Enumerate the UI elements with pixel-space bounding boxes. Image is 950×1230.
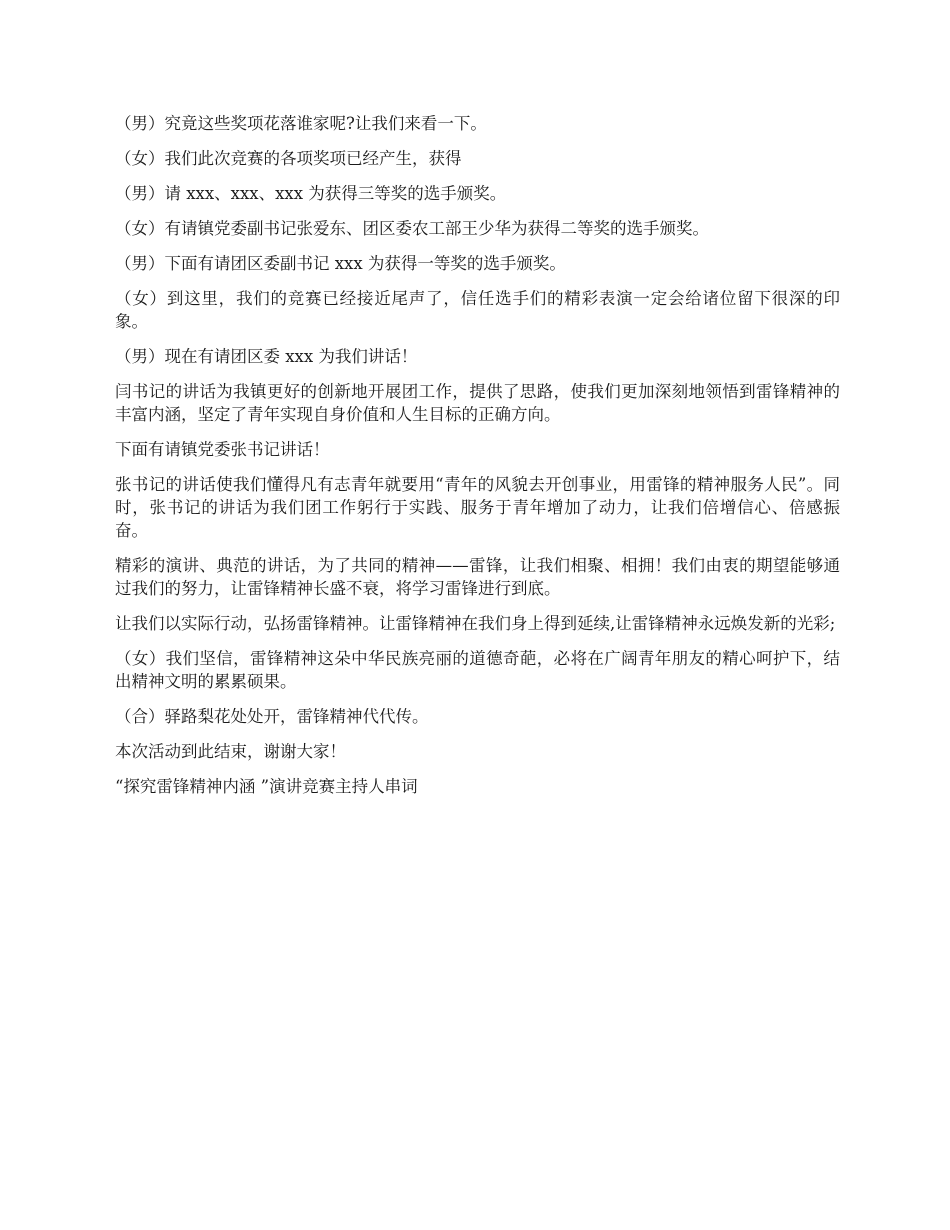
paragraph-second-prize: （女）有请镇党委副书记张爱东、团区委农工部王少华为获得二等奖的选手颁奖。 [115,219,709,238]
paragraph-nearing-end: （女）到这里，我们的竞赛已经接近尾声了，信任选手们的精彩表演一定会给诸位留下很深的印象。 [115,289,840,331]
paragraph-closing: 本次活动到此结束，谢谢大家！ [115,742,346,761]
paragraph-secretary-zhang-speech: 张书记的讲话使我们懂得凡有志青年就要用“青年的风貌去开创事业，用雷锋的精神服务人民”。同时，张书记的讲话为我们团工作躬行于实践、服务于青年增加了动力，让我们倍增信心、倍感振奋。 [115,475,840,540]
paragraph-male-who-wins: （男）究竟这些奖项花落谁家呢?让我们来看一下。 [115,114,487,133]
paragraph-together: （合）驿路梨花处处开，雷锋精神代代传。 [115,707,429,726]
document-body [115,112,840,810]
paragraph-female-awards-produced: （女）我们此次竞赛的各项奖项已经产生，获得 [115,149,462,168]
paragraph-secretary-yan-speech: 闫书记的讲话为我镇更好的创新地开展团工作，提供了思路，使我们更加深刻地领悟到雷锋精神的丰富内涵，坚定了青年实现自身价值和人生目标的正确方向。 [115,382,840,424]
paragraph-female-believe: （女）我们坚信，雷锋精神这朵中华民族亮丽的道德奇葩，必将在广阔青年朋友的精心呵护下，结出精神文明的累累硕果。 [115,649,840,691]
paragraph-invite-speech: （男）现在有请团区委 xxx 为我们讲话！ [115,347,418,366]
paragraph-third-prize: （男）请 xxx、xxx、xxx 为获得三等奖的选手颁奖。 [115,184,507,203]
paragraph-invite-secretary-zhang: 下面有请镇党委张书记讲话！ [115,440,330,459]
paragraph-practical-action: 让我们以实际行动，弘扬雷锋精神。让雷锋精神在我们身上得到延续,让雷锋精神永远焕发新的光彩; [115,614,836,633]
paragraph-first-prize: （男）下面有请团区委副书记 xxx 为获得一等奖的选手颁奖。 [115,254,566,273]
paragraph-wonderful-speeches: 精彩的演讲、典范的讲话，为了共同的精神——雷锋，让我们相聚、相拥！我们由衷的期望能够通过我们的努力，让雷锋精神长盛不衰，将学习雷锋进行到底。 [115,556,840,598]
paragraph-document-title: “探究雷锋精神内涵 ”演讲竞赛主持人串词 [115,777,418,796]
